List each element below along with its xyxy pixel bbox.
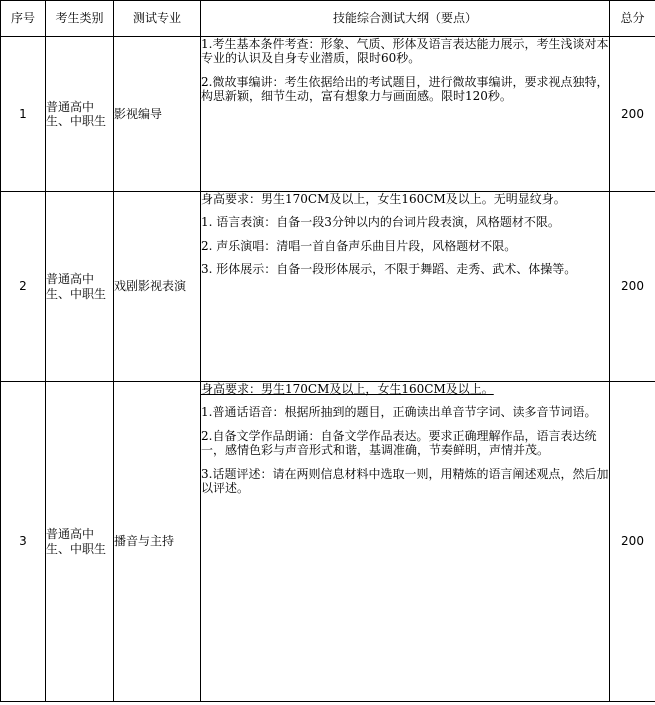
row-major: 影视编导 bbox=[114, 37, 201, 192]
outline-item: 3.话题评述：请在两则信息材料中选取一则，用精炼的语言阐述观点，然后加以评述。 bbox=[201, 466, 609, 495]
header-category: 考生类别 bbox=[46, 1, 114, 37]
row-total: 200 bbox=[610, 37, 655, 192]
header-total: 总分 bbox=[610, 1, 655, 37]
table-row bbox=[1, 192, 655, 382]
row-index: 2 bbox=[1, 192, 46, 382]
header-row bbox=[1, 1, 655, 37]
row-index: 3 bbox=[1, 382, 46, 702]
height-requirement: 身高要求：男生170CM及以上，女生160CM及以上。 bbox=[201, 382, 494, 396]
outline-item: 1.考生基本条件考查：形象、气质、形体及语言表达能力展示，考生浅谈对本专业的认识及自身专业潜质，限时60秒。 bbox=[201, 37, 609, 66]
row-outline bbox=[201, 37, 610, 192]
outline-item: 2.自备文学作品朗诵：自备文学作品表达。要求正确理解作品，语言表达统一，感情色彩与声音形式和谐，基调准确，节奏鲜明，声情并茂。 bbox=[201, 428, 597, 458]
row-category: 普通高中生、中职生 bbox=[46, 37, 114, 192]
row-index: 1 bbox=[1, 37, 46, 192]
row-category: 普通高中生、中职生 bbox=[46, 192, 114, 382]
outline-item: 2. 声乐演唱：清唱一首自备声乐曲目片段，风格题材不限。 bbox=[201, 238, 517, 253]
row-total: 200 bbox=[610, 382, 655, 702]
row-category: 普通高中生、中职生 bbox=[46, 382, 114, 702]
table-row bbox=[1, 37, 655, 192]
height-requirement: 身高要求：男生170CM及以上，女生160CM及以上。无明显纹身。 bbox=[201, 192, 566, 206]
header-index: 序号 bbox=[1, 1, 46, 37]
row-outline bbox=[201, 382, 610, 702]
outline-item: 3. 形体展示：自备一段形体展示，不限于舞蹈、走秀、武术、体操等。 bbox=[201, 262, 577, 277]
table-row bbox=[1, 382, 655, 702]
row-major: 戏剧影视表演 bbox=[114, 192, 201, 382]
header-major: 测试专业 bbox=[114, 1, 201, 37]
row-total: 200 bbox=[610, 192, 655, 382]
row-outline bbox=[201, 192, 610, 382]
outline-item: 2.微故事编讲：考生依据给出的考试题目，进行微故事编讲，要求视点独特，构思新颖，细节生动，富有想象力与画面感。限时120秒。 bbox=[201, 74, 609, 104]
outline-item: 1. 语言表演：自备一段3分钟以内的台词片段表演，风格题材不限。 bbox=[201, 215, 560, 230]
row-major: 播音与主持 bbox=[114, 382, 201, 702]
header-outline: 技能综合测试大纲（要点） bbox=[201, 1, 610, 37]
outline-item: 1.普通话语音：根据所抽到的题目，正确读出单音节字词、读多音节词语。 bbox=[201, 405, 597, 420]
